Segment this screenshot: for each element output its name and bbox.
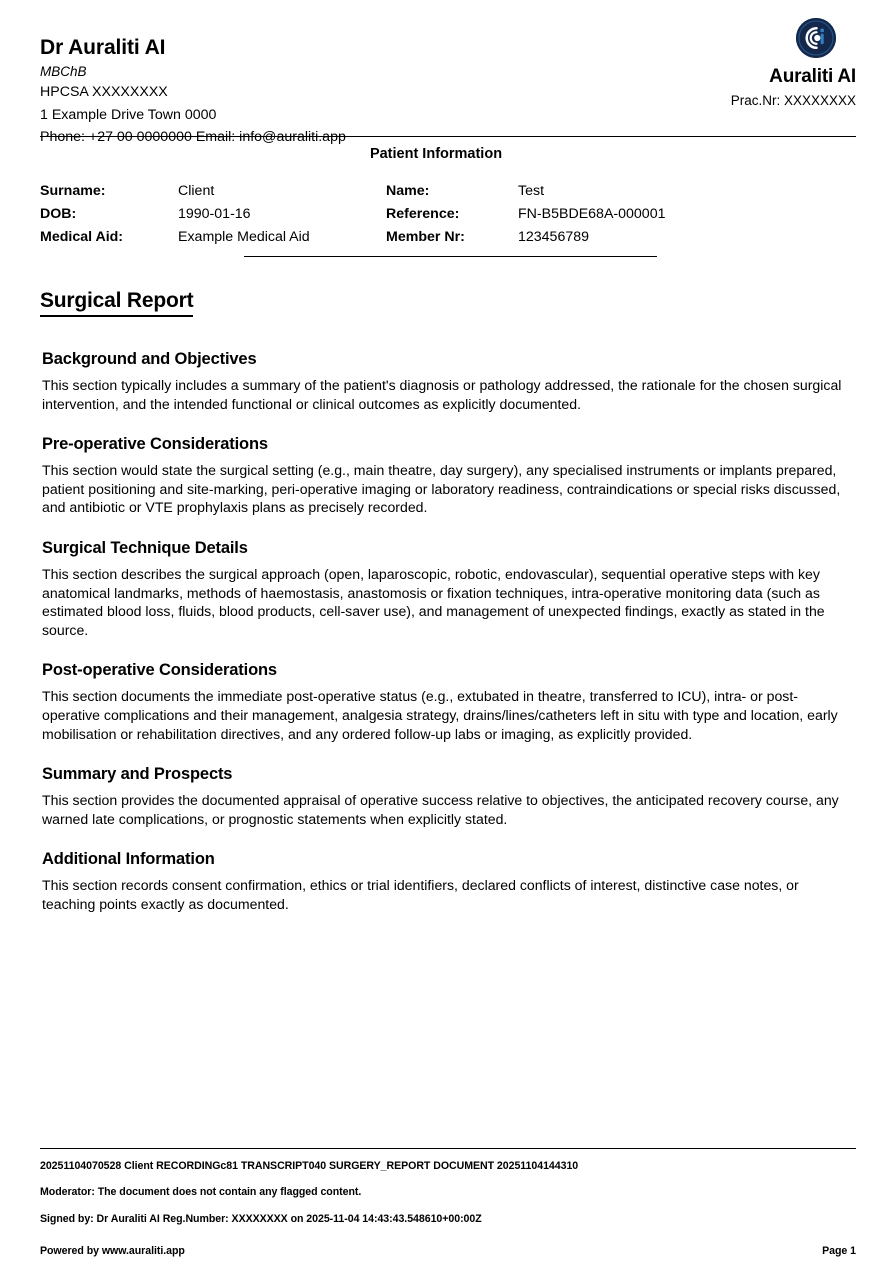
patient-field-label: Surname:	[40, 183, 106, 199]
patient-information-title: Patient Information	[369, 146, 503, 162]
section-body: This section documents the immediate post-operative status (e.g., extubated in theatre, transferred to ICU), intra- or post-operative complications and their management, analgesia strategy, drains/lines/catheters left in situ with type and location, early mobilisation or rehabilitation directives, and any ordered follow-up labs or imaging, as explicitly provided.	[42, 688, 838, 742]
page-number-label: Page 1	[822, 1245, 856, 1257]
practitioner-contact: Phone: +27 00 0000000 Email: info@auraliti.app	[40, 129, 346, 146]
patient-information-section	[40, 137, 856, 257]
report-section	[40, 850, 856, 913]
section-heading: Pre-operative Considerations	[42, 435, 268, 454]
footer-reference-line: 20251104070528 Client RECORDINGc81 TRANSCRIPT040 SURGERY_REPORT DOCUMENT 20251104144310	[40, 1159, 579, 1172]
document-header	[40, 0, 856, 146]
patient-field-label: Member Nr:	[386, 229, 465, 245]
page-title: Surgical Report	[40, 289, 193, 317]
footer-bottom-row	[40, 1245, 856, 1257]
report-section	[40, 661, 856, 743]
auraliti-circle-logo-icon	[796, 18, 836, 58]
practitioner-qualification: MBChB	[40, 63, 87, 79]
practitioner-name: Dr Auraliti AI	[40, 36, 166, 59]
section-heading: Additional Information	[42, 850, 215, 869]
practitioner-address: 1 Example Drive Town 0000	[40, 106, 217, 123]
patient-field-value: Example Medical Aid	[178, 229, 310, 245]
section-heading: Post-operative Considerations	[42, 661, 277, 680]
section-heading: Background and Objectives	[42, 350, 257, 368]
practice-number: Prac.Nr: XXXXXXXX	[730, 92, 856, 108]
patient-field-label: Medical Aid:	[40, 229, 124, 245]
section-body: This section would state the surgical setting (e.g., main theatre, day surgery), any specialised instruments or implants prepared, patient positioning and site-marking, peri-operative imaging or laboratory readiness, contraindications or special risks discussed, and antibiotic or VTE prophylaxis plans as precisely recorded.	[42, 462, 841, 516]
practitioner-hpcsa-number: HPCSA XXXXXXXX	[40, 84, 168, 101]
section-heading: Summary and Prospects	[42, 765, 233, 784]
section-body: This section provides the documented appraisal of operative success relative to objectives, the anticipated recovery course, any warned late complications, or prognostic statements when explicitly stated.	[42, 792, 839, 827]
section-body: This section describes the surgical approach (open, laparoscopic, robotic, endovascular), sequential operative steps with key anatomical landmarks, methods of haemostasis, anastomosis or fixation techniques, intra-operative monitoring data (such as estimated blood loss, fluids, blood products, cell-saver use), and management of unexpected findings, exactly as stated in the source.	[42, 565, 825, 638]
patient-field-value: 123456789	[518, 229, 590, 245]
section-body: This section records consent confirmation, ethics or trial identifiers, declared conflicts of interest, distinctive case notes, or teaching points exactly as documented.	[42, 877, 799, 912]
report-section	[40, 350, 856, 413]
patient-information-grid	[40, 180, 856, 249]
report-section	[40, 539, 856, 639]
patient-field-value: Client	[178, 183, 215, 199]
patient-field-label: DOB:	[40, 206, 77, 222]
report-sections	[40, 350, 856, 914]
patient-field-value: 1990-01-16	[178, 206, 251, 222]
report-section	[40, 435, 856, 517]
practitioner-details	[40, 36, 600, 149]
footer-signature-line: Signed by: Dr Auraliti AI Reg.Number: XXXXXXXX on 2025-11-04 14:43:43.548610+00:00Z	[40, 1213, 482, 1226]
patient-field-value: FN-B5BDE68A-000001	[518, 206, 666, 222]
patient-field-label: Reference:	[386, 206, 460, 222]
powered-by-label: Powered by www.auraliti.app	[40, 1245, 185, 1257]
brand-name: Auraliti AI	[769, 66, 856, 87]
document-title-row	[40, 257, 856, 317]
footer-divider	[40, 1148, 856, 1149]
footer-moderator-line: Moderator: The document does not contain any flagged content.	[40, 1186, 362, 1199]
report-section	[40, 765, 856, 828]
patient-field-label: Name:	[386, 183, 430, 199]
section-body: This section typically includes a summary of the patient's diagnosis or pathology addressed, the rationale for the chosen surgical intervention, and the intended functional or clinical outcomes as explicitly documented.	[42, 377, 842, 412]
section-heading: Surgical Technique Details	[42, 538, 248, 557]
logo-container	[596, 18, 856, 58]
patient-field-value: Test	[518, 183, 545, 199]
brand-block	[596, 18, 856, 111]
document-footer	[40, 1148, 856, 1257]
